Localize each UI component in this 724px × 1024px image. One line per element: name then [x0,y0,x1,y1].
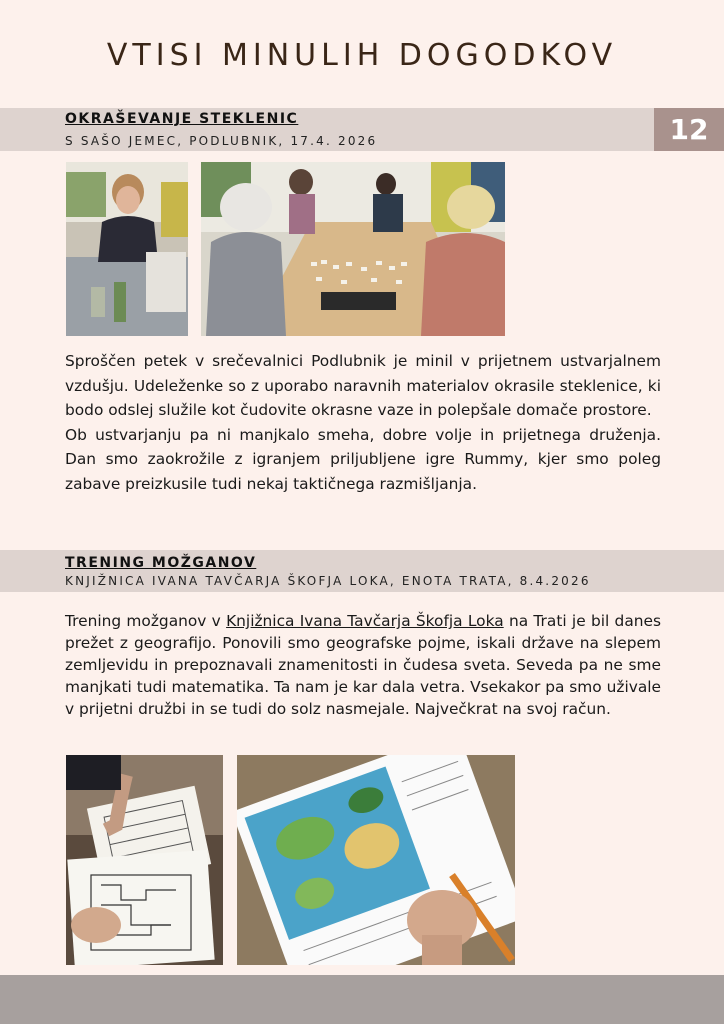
photo-woman-crafting [66,162,188,336]
section1-body [65,349,661,496]
photo-world-map [237,755,515,965]
section-title-brain-training: TRENING MOŽGANOV [65,555,257,571]
page-number-badge: 12 [654,108,724,151]
section1-paragraph-1: Sproščen petek v srečevalnici Podlubnik je minil v prijetnem ustvarjalnem vzdušju. Udeleženke so z uporabo naravnih materialov okrasile steklenice, ki bodo odslej služile kot čudovite okrasne vaze in polepšale domače prostore. [65,352,661,419]
section2-text-start: Trening možganov v [65,612,227,630]
footer-bar [0,975,724,1024]
photo-worksheets [66,755,223,965]
library-link[interactable]: Knjižnica Ivana Tavčarja Škofja Loka [226,612,504,630]
page-title: VTISI MINULIH DOGODKOV [106,38,618,73]
section-title-bottles: OKRAŠEVANJE STEKLENIC [65,111,299,127]
section-subtitle-bottles: S SAŠO JEMEC, PODLUBNIK, 17.4. 2026 [65,134,378,148]
photo-rummy-game [201,162,505,336]
section-subtitle-brain-training: KNJIŽNICA IVANA TAVČARJA ŠKOFJA LOKA, ENOTA TRATA, 8.4.2026 [65,574,591,588]
section2-body [65,610,661,720]
section1-paragraph-2: Ob ustvarjanju pa ni manjkalo smeha, dobre volje in prijetnega druženja. Dan smo zaokrožile z igranjem priljubljene igre Rummy, kjer smo poleg zabave preizkusile tudi nekaj taktičnega razmišljanja. [65,425,661,493]
section2-text-end: na Trati je bil danes prežet z geografijo. Ponovili smo geografske pojme, iskali države na slepem zemljevidu in prepoznavali znamenitosti in čudesa sveta. Seveda pa ne sme manjkati tudi matematika. Ta nam je kar dala vetra. Vsekakor pa smo uživale v prijetni družbi in se tudi do solz nasmejale. Največkrat na svoj račun. [65,612,662,718]
